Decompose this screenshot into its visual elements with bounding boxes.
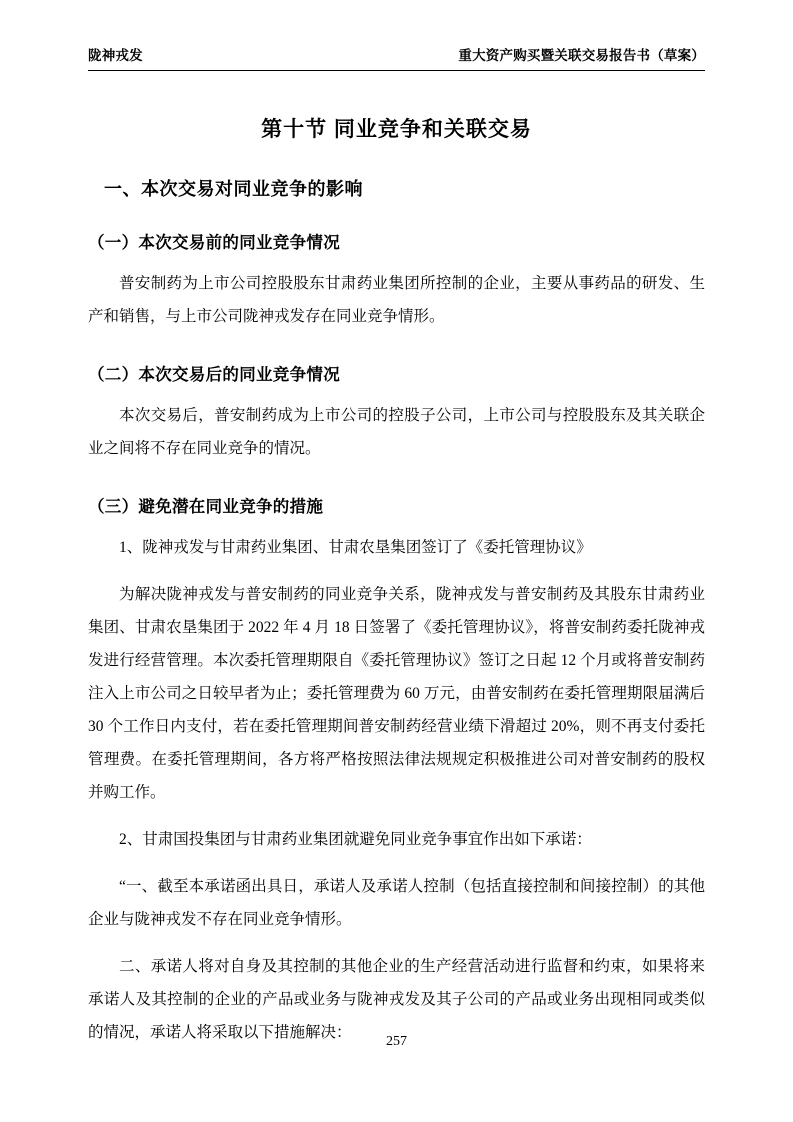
header-company-name: 陇神戎发	[88, 48, 143, 63]
page-header	[88, 44, 705, 70]
heading-level-2-post-transaction: （二）本次交易后的同业竞争情况	[88, 366, 340, 384]
header-document-name: 重大资产购买暨关联交易报告书（草案）	[458, 48, 705, 63]
heading-level-2-measures: （三）避免潜在同业竞争的措施	[88, 498, 324, 516]
page-number: 257	[386, 1034, 407, 1049]
paragraph-commitment-two: 二、承诺人将对自身及其控制的其他企业的生产经营活动进行监督和约束，如果将来承诺人及其控制的企业的产品或业务与陇神戎发及其子公司的产品或业务出现相同或类似的情况，承诺人将采取以下措施解决：	[88, 958, 705, 1041]
paragraph-item-1: 1、陇神戎发与甘肃药业集团、甘肃农垦集团签订了《委托管理协议》	[119, 539, 592, 556]
paragraph-commitment-one: “一、截至本承诺函出具日，承诺人及承诺人控制（包括直接控制和间接控制）的其他企业与陇神戎发不存在同业竞争情形。	[88, 878, 705, 928]
heading-level-1: 一、本次交易对同业竞争的影响	[104, 179, 363, 199]
paragraph-pre-transaction: 普安制药为上市公司控股股东甘肃药业集团所控制的企业，主要从事药品的研发、生产和销售，与上市公司陇神戎发存在同业竞争情形。	[88, 275, 705, 325]
heading-level-2-pre-transaction: （一）本次交易前的同业竞争情况	[88, 234, 340, 252]
paragraph-item-2: 2、甘肃国投集团与甘肃药业集团就避免同业竞争事宜作出如下承诺：	[119, 831, 592, 848]
section-title: 第十节 同业竞争和关联交易	[261, 118, 532, 141]
paragraph-post-transaction: 本次交易后，普安制药成为上市公司的控股子公司，上市公司与控股股东及其关联企业之间将不存在同业竞争的情况。	[88, 407, 705, 457]
paragraph-entrust-agreement: 为解决陇神戎发与普安制药的同业竞争关系，陇神戎发与普安制药及其股东甘肃药业集团、甘肃农垦集团于 2022 年 4 月 18 日签署了《委托管理协议》，将普安制药委托陇神戎发进行经营管理。本次委托管理期限自《委托管理协议》签订之日起 12 个月或将普安制药注入上市公司之日较早者为止；委托管理费为 60 万元，由普安制药在委托管理期限届满后 30 个工作日内支付，若在委托管理期间普安制药经营业绩下滑超过 20%，则不再支付委托管理费。在委托管理期间，各方将严格按照法律法规规定积极推进公司对普安制药的股权并购工作。	[88, 586, 705, 801]
header-divider	[88, 70, 705, 71]
page-content	[88, 44, 705, 1049]
